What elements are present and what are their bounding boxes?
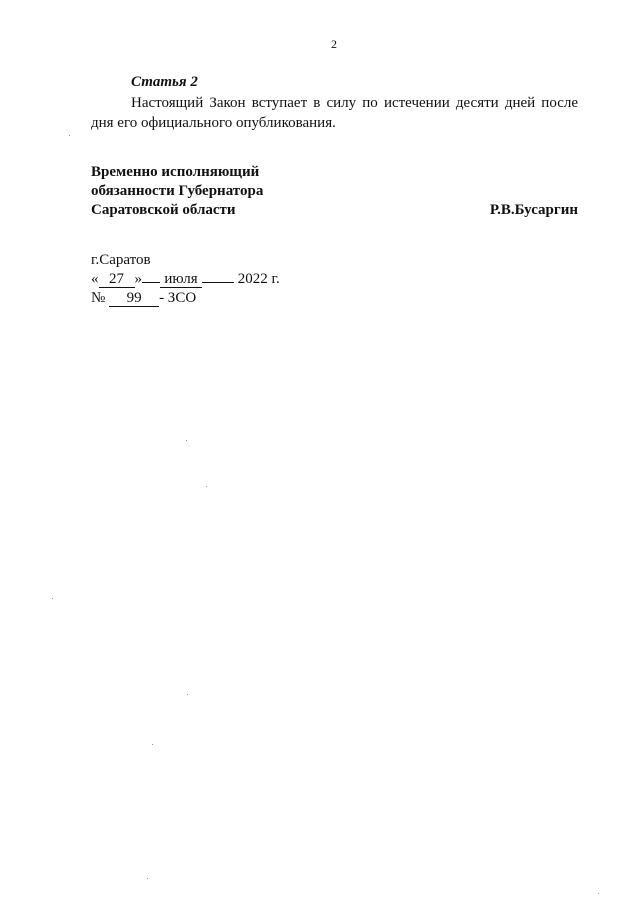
scan-speck — [69, 135, 70, 136]
scan-speck — [147, 878, 148, 879]
date-month: июля — [160, 272, 202, 288]
law-number — [91, 289, 280, 308]
number-value: 99 — [109, 291, 159, 307]
page-number: 2 — [331, 37, 337, 51]
date-day: 27 — [99, 272, 135, 288]
number-suffix: - ЗСО — [159, 290, 197, 306]
signature-block — [91, 163, 578, 220]
scan-speck — [52, 598, 53, 599]
scan-speck — [206, 486, 207, 487]
date-year: 2022 г. — [237, 271, 280, 287]
signer-title-line-1: Временно исполняющий — [91, 164, 260, 180]
article-heading: Статья 2 — [131, 74, 198, 90]
scan-speck — [186, 440, 187, 441]
article-text: Настоящий Закон вступает в силу по истечении десяти дней после дня его официального опубликования. — [91, 95, 578, 131]
date-month-leading-blank — [142, 282, 160, 283]
date-open-quote: « — [91, 271, 99, 287]
adoption-city: г.Саратов — [91, 252, 151, 268]
scan-speck — [598, 893, 599, 894]
number-sign: № — [91, 290, 106, 306]
signer-name: Р.В.Бусаргин — [489, 202, 578, 218]
date-month-trailing-blank — [202, 282, 234, 283]
date-close-quote: » — [134, 271, 142, 287]
scan-speck — [187, 694, 188, 695]
signer-title-line-3: Саратовской области — [91, 202, 236, 218]
adoption-details — [91, 251, 280, 308]
scan-speck — [152, 744, 153, 745]
adoption-date — [91, 270, 280, 289]
signer-title-line-2: обязанности Губернатора — [91, 183, 264, 199]
